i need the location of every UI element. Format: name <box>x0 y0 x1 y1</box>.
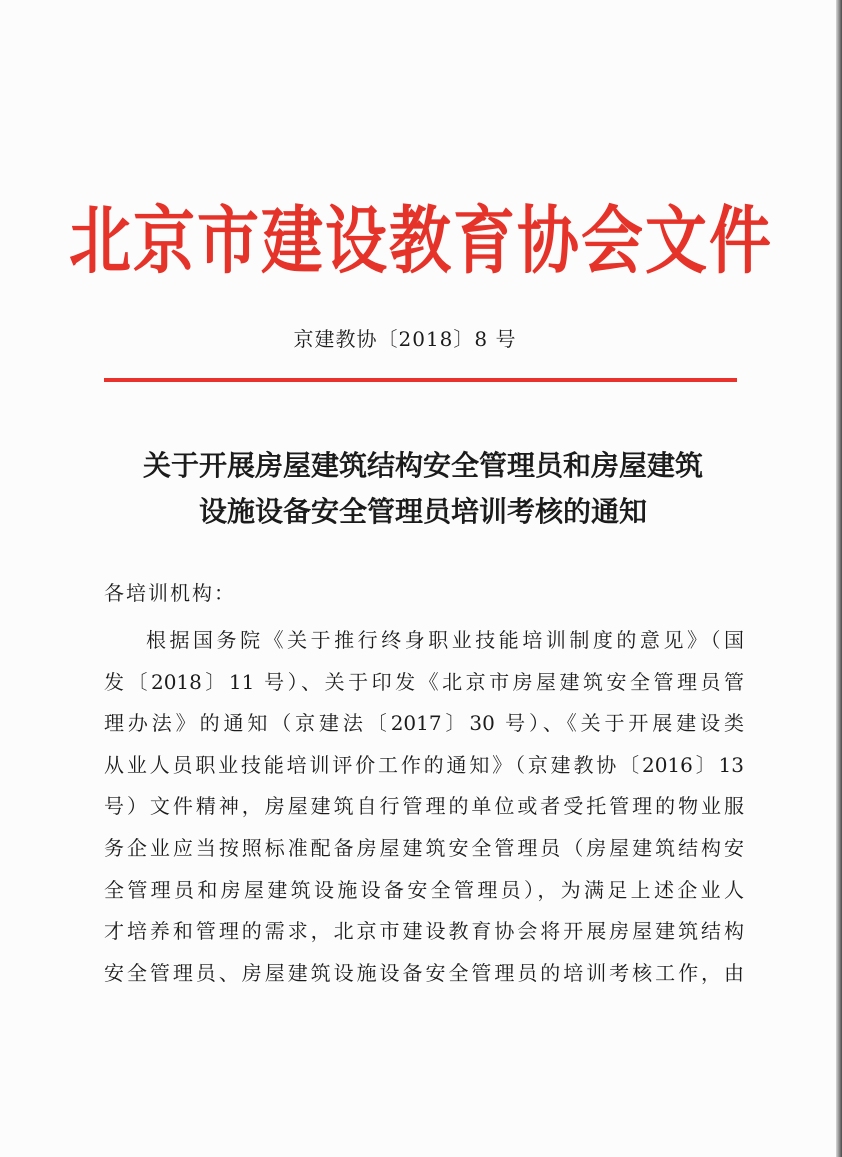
body-line: 号）文件精神，房屋建筑自行管理的单位或者受托管理的物业服 <box>104 794 744 819</box>
body-line: 从业人员职业技能培训评价工作的通知》（京建教协〔2016〕13 <box>104 752 744 777</box>
document-number: 京建教协〔2018〕8 号 <box>293 327 517 351</box>
body-line: 安全管理员、房屋建筑设施设备安全管理员的培训考核工作，由 <box>104 960 744 985</box>
header-divider <box>104 378 737 382</box>
addressee: 各培训机构： <box>104 581 236 605</box>
body-paragraph <box>104 620 744 994</box>
body-line: 理办法》的通知（京建法〔2017〕30 号）、《关于开展建设类 <box>104 711 744 736</box>
subject-line-1: 关于开展房屋建筑结构安全管理员和房屋建筑 <box>142 449 703 482</box>
body-line: 发〔2018〕11 号）、关于印发《北京市房屋建筑安全管理员管 <box>104 669 744 694</box>
body-line: 根据国务院《关于推行终身职业技能培训制度的意见》（国 <box>146 628 744 652</box>
scan-edge <box>836 0 842 1157</box>
subject-line-2: 设施设备安全管理员培训考核的通知 <box>198 495 647 528</box>
body-line: 务企业应当按照标准配备房屋建筑安全管理员（房屋建筑结构安 <box>104 835 744 860</box>
body-line: 全管理员和房屋建筑设施设备安全管理员），为满足上述企业人 <box>104 877 744 902</box>
body-line: 才培养和管理的需求，北京市建设教育协会将开展房屋建筑结构 <box>104 919 744 944</box>
notice-subject <box>98 443 748 535</box>
document-header-title: 北京市建设教育协会文件 <box>68 197 773 284</box>
